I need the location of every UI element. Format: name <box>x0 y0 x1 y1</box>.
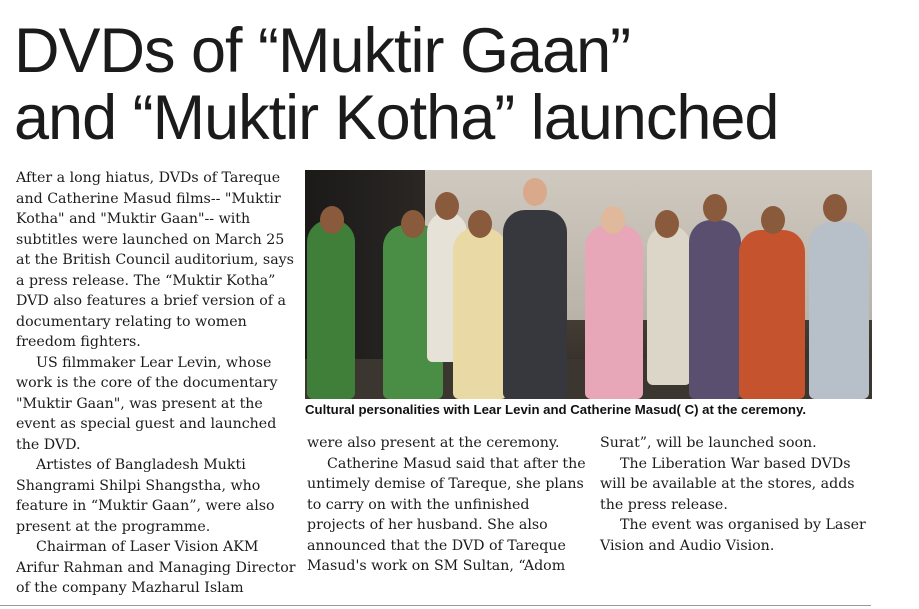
article-column-3 <box>600 433 880 556</box>
person <box>503 210 567 399</box>
person <box>647 225 691 385</box>
person-head <box>523 178 547 206</box>
person-head <box>703 194 727 222</box>
paragraph: The Liberation War based DVDs will be available at the stores, adds the press release. <box>600 455 855 513</box>
paragraph: Catherine Masud said that after the untimely demise of Tareque, she plans to carry on with the unfinished projects of her husband. She also announced that the DVD of Tareque Masud's work on SM Sultan, “Adom <box>307 455 586 574</box>
paragraph: The event was organised by Laser Vision and Audio Vision. <box>600 517 866 554</box>
person-head <box>655 210 679 238</box>
person-head <box>435 192 459 220</box>
headline <box>14 18 909 152</box>
paragraph: US filmmaker Lear Levin, whose work is the core of the documentary "Muktir Gaan", was present at the event as special guest and launched the DVD. <box>16 354 278 453</box>
bottom-rule <box>0 605 871 606</box>
headline-line-2: and “Muktir Kotha” launched <box>14 83 779 153</box>
paragraph: Surat”, will be launched soon. <box>600 435 817 451</box>
person <box>689 220 741 399</box>
paragraph: were also present at the ceremony. <box>307 435 560 451</box>
paragraph: After a long hiatus, DVDs of Tareque and Catherine Masud films-- "Muktir Kotha" and "Muktir Gaan"-- with subtitles were launched on March 25 at the British Council auditorium, says a press release. The “Muktir Kotha” DVD also features a brief version of a documentary relating to women freedom fighters. <box>16 170 294 350</box>
person-head <box>601 206 625 234</box>
headline-line-1: DVDs of “Muktir Gaan” <box>14 16 631 86</box>
article-column-1 <box>16 168 296 599</box>
photo-caption: Cultural personalities with Lear Levin and Catherine Masud( C) at the ceremony. <box>305 402 806 417</box>
person <box>307 220 355 399</box>
paragraph: Artistes of Bangladesh Mukti Shangrami Shilpi Shangstha, who feature in “Muktir Gaan”, were also present at the programme. <box>16 457 275 535</box>
person-head <box>761 206 785 234</box>
event-photo <box>305 170 872 399</box>
person-head <box>468 210 492 238</box>
person <box>739 230 805 399</box>
person-head <box>320 206 344 234</box>
paragraph: Chairman of Laser Vision AKM Arifur Rahman and Managing Director of the company Mazharul Islam <box>16 539 296 596</box>
person-head <box>401 210 425 238</box>
article-column-2 <box>307 433 587 577</box>
person <box>585 225 643 399</box>
person <box>453 228 507 399</box>
person-head <box>823 194 847 222</box>
person <box>809 222 869 399</box>
